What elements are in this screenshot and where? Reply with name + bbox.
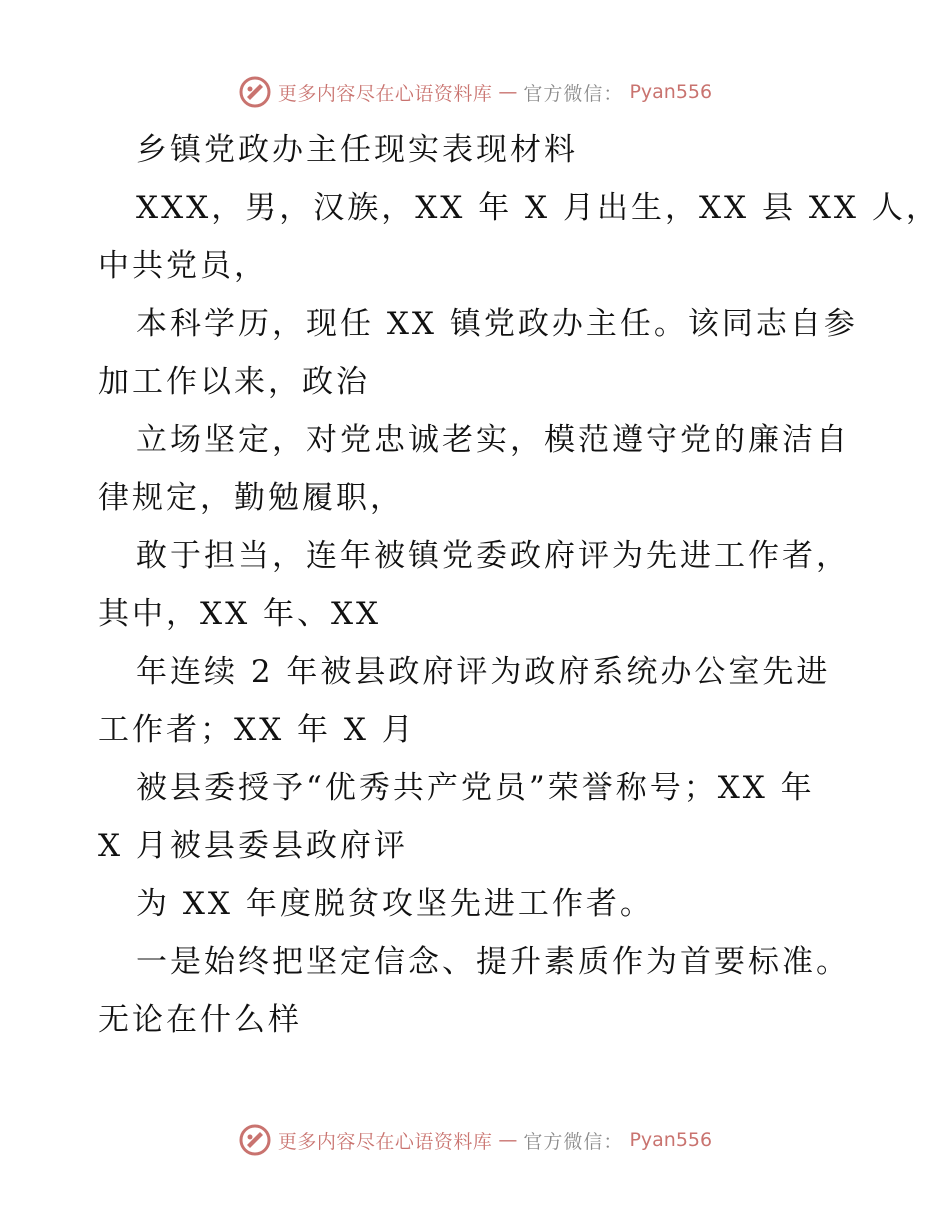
document-line: 立场坚定，对党忠诚老实，模范遵守党的廉洁自	[136, 422, 850, 458]
seal-logo-icon	[238, 75, 272, 109]
document-line: 为 XX 年度脱贫攻坚先进工作者。	[136, 886, 654, 922]
document-line: 加工作以来，政治	[98, 364, 370, 400]
watermark-brand-text: 更多内容尽在心语资料库	[277, 82, 493, 105]
watermark-label: 官方微信：	[523, 82, 624, 105]
document-line: 敢于担当，连年被镇党委政府评为先进工作者，	[136, 538, 850, 574]
document-line: 工作者；XX 年 X 月	[98, 712, 416, 748]
watermark-dash: —	[498, 1129, 518, 1151]
document-line: 无论在什么样	[98, 1002, 302, 1038]
watermark-label: 官方微信：	[523, 1130, 624, 1153]
document-line: 一是始终把坚定信念、提升素质作为首要标准。	[136, 944, 850, 980]
document-line: 其中，XX 年、XX	[98, 596, 382, 632]
watermark-brand-text: 更多内容尽在心语资料库	[277, 1130, 493, 1153]
header-watermark	[0, 72, 950, 112]
document-line: 律规定，勤勉履职，	[98, 480, 404, 516]
document-line: X 月被县委县政府评	[98, 828, 408, 864]
document-body	[98, 121, 940, 1049]
seal-logo-icon	[238, 1123, 272, 1157]
footer-watermark	[0, 1120, 950, 1160]
document-line: 被县委授予“优秀共产党员”荣誉称号；XX 年	[136, 770, 815, 806]
watermark-wechat-id: Pyan556	[629, 81, 713, 103]
watermark-dash: —	[498, 81, 518, 103]
document-line: XXX，男，汉族，XX 年 X 月出生，XX 县 XX 人，	[136, 190, 940, 226]
document-line: 中共党员，	[98, 248, 268, 284]
watermark-wechat-id: Pyan556	[629, 1129, 713, 1151]
document-title: 乡镇党政办主任现实表现材料	[136, 132, 578, 168]
document-line: 本科学历，现任 XX 镇党政办主任。该同志自参	[136, 306, 858, 342]
document-line: 年连续 2 年被县政府评为政府系统办公室先进	[136, 654, 831, 690]
